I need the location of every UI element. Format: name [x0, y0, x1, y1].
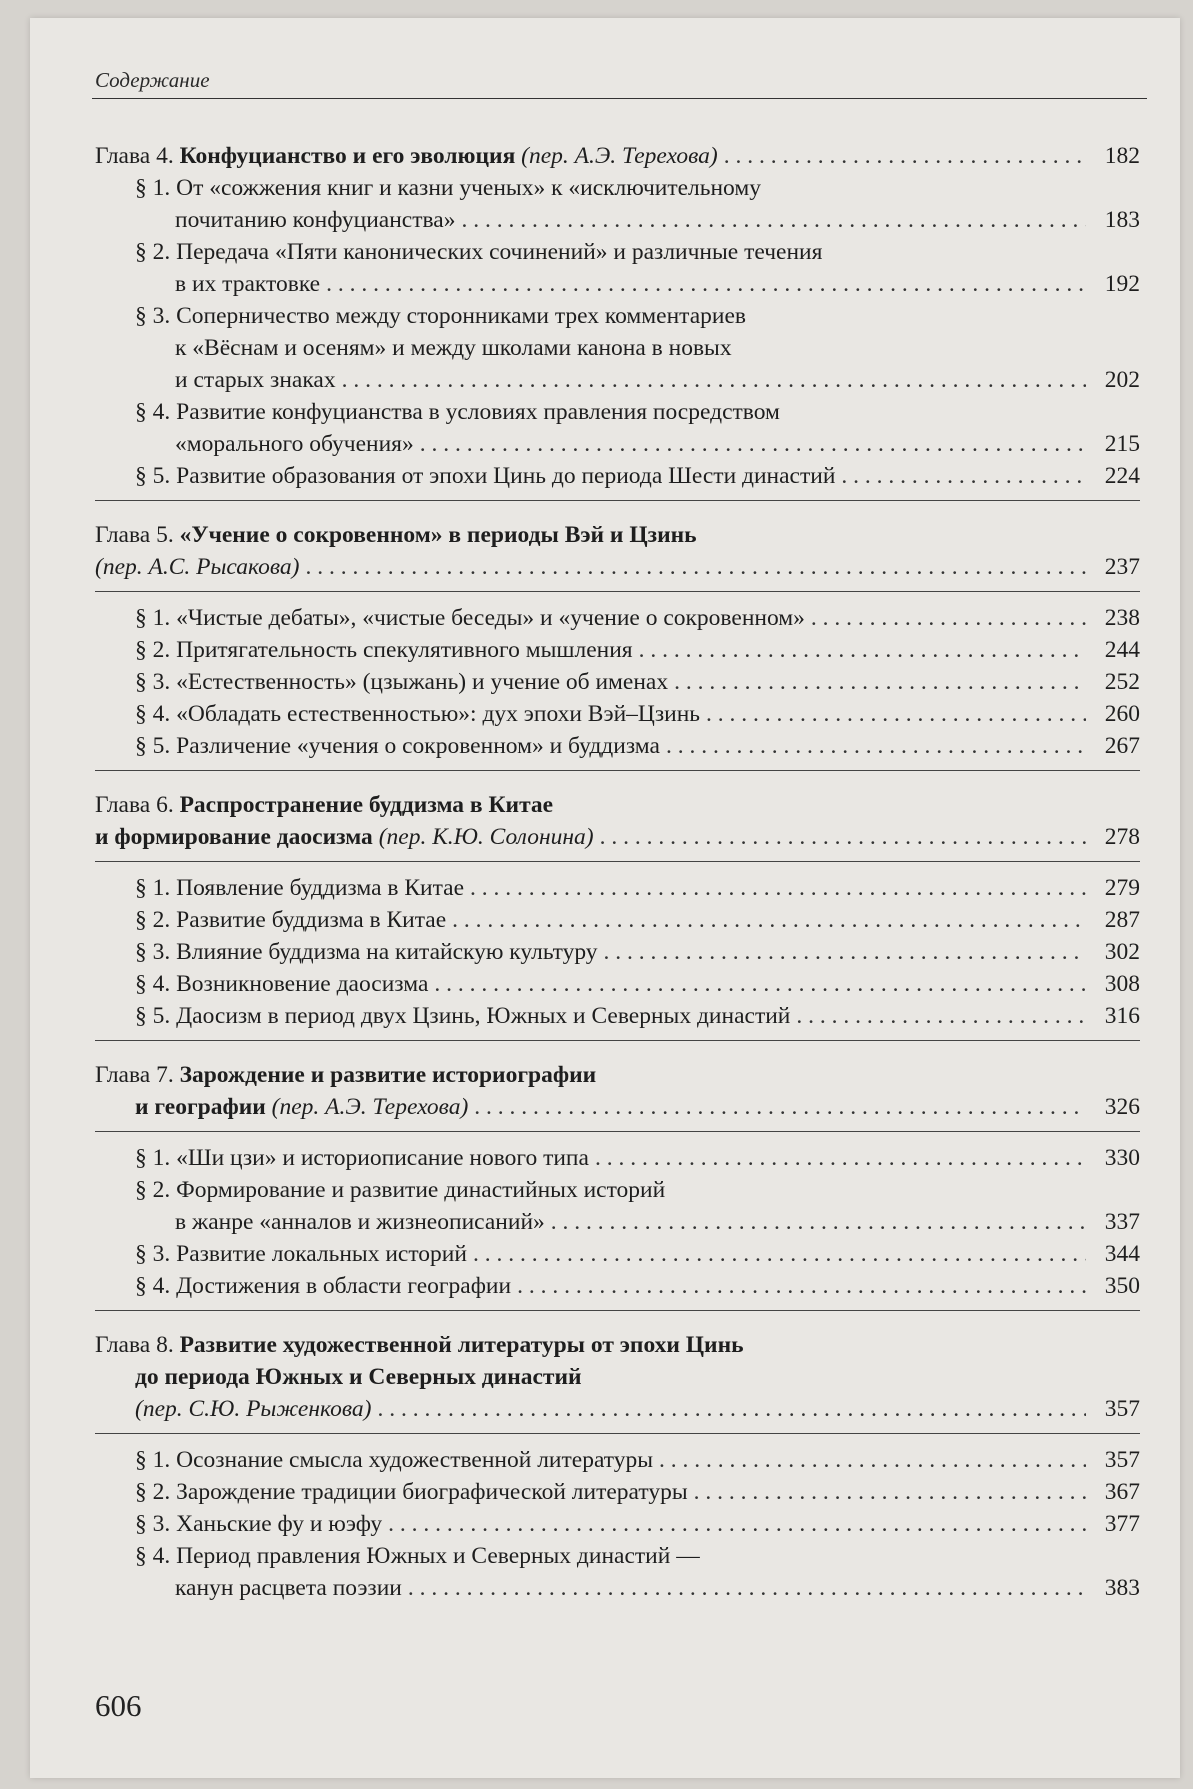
chapter-6-heading[interactable] [95, 789, 1140, 821]
chapter-title: Зарождение и развитие историографии [179, 1062, 597, 1088]
section-line: § 2. Притягательность спекулятивного мышления [135, 637, 633, 663]
page-ref: 316 [1104, 1003, 1140, 1029]
chapter-title: Развитие художественной литературы от эпохи Цинь [179, 1332, 744, 1358]
page-ref: 287 [1104, 907, 1140, 933]
chapter-6-title-entry[interactable] [95, 821, 1140, 853]
section-line: § 4. Период правления Южных и Северных династий — [135, 1543, 700, 1569]
page-ref: 279 [1104, 875, 1140, 901]
chapter-5-translator-entry[interactable] [95, 551, 1140, 583]
page-ref: 350 [1104, 1273, 1140, 1299]
section-line: § 3. Соперничество между сторонниками трех комментариев [135, 303, 747, 329]
page-ref: 215 [1104, 431, 1140, 457]
leader-dots [305, 551, 1086, 583]
section-line: § 1. «Чистые дебаты», «чистые беседы» и «учение о сокровенном» [135, 605, 805, 631]
chapter-prefix: Глава 8. [95, 1332, 174, 1358]
section-line: § 3. Ханьские фу и юэфу [135, 1511, 383, 1537]
section-3-entry[interactable] [135, 936, 1140, 968]
leader-dots [461, 204, 1086, 236]
section-line: § 2. Формирование и развитие династийных историй [135, 1177, 666, 1203]
page-ref: 302 [1104, 939, 1140, 965]
leader-dots [595, 1142, 1086, 1174]
page-ref: 367 [1104, 1479, 1140, 1505]
section-1-entry[interactable] [135, 602, 1140, 634]
page-ref: 182 [1104, 143, 1140, 169]
leader-dots [517, 1270, 1086, 1302]
chapter-prefix: Глава 5. [95, 522, 174, 548]
header-rule [92, 98, 1147, 99]
leader-dots [342, 364, 1086, 396]
section-2-entry[interactable] [135, 904, 1140, 936]
page-ref: 244 [1104, 637, 1140, 663]
leader-dots [639, 634, 1086, 666]
page-ref: 330 [1104, 1145, 1140, 1171]
leader-dots [604, 936, 1086, 968]
section-line: § 3. Влияние буддизма на китайскую культуру [135, 939, 598, 965]
section-4-entry[interactable] [135, 698, 1140, 730]
chapter-title: и географии [135, 1094, 266, 1120]
page-ref: 377 [1104, 1511, 1140, 1537]
leader-dots [666, 730, 1086, 762]
section-line: § 4. «Обладать естественностью»: дух эпохи Вэй–Цзинь [135, 701, 701, 727]
page-ref: 252 [1104, 669, 1140, 695]
page-ref: 383 [1104, 1575, 1140, 1601]
section-3-entry[interactable] [135, 1508, 1140, 1540]
section-2-entry[interactable] [175, 1206, 1140, 1238]
chapter-title: Распространение буддизма в Китае [179, 792, 554, 818]
section-line: § 5. Различение «учения о сокровенном» и буддизма [135, 733, 660, 759]
chapter-divider [95, 500, 1140, 501]
section-line: к «Вёснам и осеням» и между школами канона в новых [175, 335, 732, 361]
section-line: § 5. Развитие образования от эпохи Цинь до периода Шести династий [135, 463, 836, 489]
section-4-entry[interactable] [175, 1572, 1140, 1604]
leader-dots [470, 872, 1086, 904]
section-1-entry[interactable] [135, 872, 1140, 904]
chapter-6 [95, 789, 1140, 1041]
section-1-entry[interactable] [135, 1142, 1140, 1174]
section-line: § 3. «Естественность» (цзыжань) и учение об именах [135, 669, 669, 695]
section-line: § 2. Развитие буддизма в Китае [135, 907, 447, 933]
leader-dots [434, 968, 1086, 1000]
page-number: 606 [95, 1688, 142, 1723]
chapter-5-heading[interactable] [95, 519, 1140, 551]
page-ref: 267 [1104, 733, 1140, 759]
chapter-divider [95, 591, 1140, 592]
page-ref: 238 [1104, 605, 1140, 631]
chapter-divider [95, 1131, 1140, 1132]
section-line: § 5. Даосизм в период двух Цзинь, Южных и Северных династий [135, 1003, 791, 1029]
section-5-entry[interactable] [135, 730, 1140, 762]
chapter-8-heading[interactable] [95, 1329, 1140, 1361]
leader-dots [841, 460, 1086, 492]
chapter-translator: (пер. А.Э. Терехова) [521, 143, 718, 169]
leader-dots [600, 821, 1086, 853]
chapter-8-title-line-2 [135, 1361, 1140, 1393]
chapter-title: до периода Южных и Северных династий [135, 1364, 582, 1390]
section-3-entry[interactable] [135, 1238, 1140, 1270]
page-ref: 337 [1104, 1209, 1140, 1235]
page-ref: 237 [1104, 554, 1140, 580]
chapter-4 [95, 140, 1140, 501]
leader-dots [388, 1508, 1086, 1540]
leader-dots [377, 1393, 1086, 1425]
chapter-prefix: Глава 7. [95, 1062, 174, 1088]
section-line: в жанре «анналов и жизнеописаний» [175, 1209, 545, 1235]
section-4-entry[interactable] [175, 428, 1140, 460]
page-ref: 202 [1104, 367, 1140, 393]
section-line: § 1. «Ши цзи» и историописание нового типа [135, 1145, 589, 1171]
leader-dots [706, 698, 1086, 730]
chapter-title: «Учение о сокровенном» в периоды Вэй и Цзинь [179, 522, 697, 548]
section-line: § 1. Появление буддизма в Китае [135, 875, 465, 901]
chapter-title: Конфуцианство и его эволюция [179, 143, 516, 169]
chapter-divider [95, 1040, 1140, 1041]
section-3-entry[interactable] [175, 364, 1140, 396]
page-ref: 224 [1104, 463, 1140, 489]
page-ref: 278 [1104, 824, 1140, 850]
leader-dots [796, 1000, 1086, 1032]
chapter-divider [95, 1310, 1140, 1311]
section-line: § 2. Зарождение традиции биографической литературы [135, 1479, 688, 1505]
chapter-8 [95, 1329, 1140, 1604]
chapter-8-translator-entry[interactable] [135, 1393, 1140, 1425]
section-4-entry[interactable] [135, 1270, 1140, 1302]
leader-dots [420, 428, 1086, 460]
chapter-divider [95, 770, 1140, 771]
leader-dots [694, 1476, 1086, 1508]
section-line: в их трактовке [175, 271, 321, 297]
section-1-entry[interactable] [175, 204, 1140, 236]
section-1-entry[interactable] [135, 1444, 1140, 1476]
chapter-translator: (пер. С.Ю. Рыженкова) [135, 1396, 372, 1422]
leader-dots [408, 1572, 1086, 1604]
chapter-7-title-entry[interactable] [135, 1091, 1140, 1123]
section-2-entry[interactable] [135, 1476, 1140, 1508]
chapter-4-heading[interactable] [95, 140, 1140, 172]
section-2-entry[interactable] [135, 634, 1140, 666]
page-ref: 260 [1104, 701, 1140, 727]
leader-dots [473, 1238, 1086, 1270]
leader-dots [452, 904, 1086, 936]
table-of-contents [95, 140, 1140, 1622]
section-line: § 3. Развитие локальных историй [135, 1241, 467, 1267]
leader-dots [811, 602, 1086, 634]
section-line: и старых знаках [175, 367, 336, 393]
chapter-title: и формирование даосизма [95, 824, 373, 850]
section-line: § 4. Достижения в области географии [135, 1273, 512, 1299]
page-ref: 192 [1104, 271, 1140, 297]
section-2-entry[interactable] [175, 268, 1140, 300]
leader-dots [674, 666, 1086, 698]
chapter-divider [95, 1433, 1140, 1434]
leader-dots [326, 268, 1086, 300]
page-ref: 308 [1104, 971, 1140, 997]
chapter-5 [95, 519, 1140, 771]
leader-dots [551, 1206, 1086, 1238]
page-ref: 357 [1104, 1447, 1140, 1473]
section-3-entry[interactable] [135, 666, 1140, 698]
section-line: § 1. От «сожжения книг и казни ученых» к «исключительному [135, 175, 761, 201]
section-line: § 4. Развитие конфуцианства в условиях правления посредством [135, 399, 780, 425]
leader-dots [474, 1091, 1086, 1123]
section-line: § 4. Возникновение даосизма [135, 971, 429, 997]
page-ref: 326 [1104, 1094, 1140, 1120]
section-5-entry[interactable] [135, 1000, 1140, 1032]
page-ref: 357 [1104, 1396, 1140, 1422]
leader-dots [724, 140, 1086, 172]
chapter-7 [95, 1059, 1140, 1311]
section-line: канун расцвета поэзии [175, 1575, 402, 1601]
chapter-translator: (пер. К.Ю. Солонина) [378, 824, 594, 850]
chapter-7-heading[interactable] [95, 1059, 1140, 1091]
chapter-translator: (пер. А.С. Рысакова) [95, 554, 300, 580]
page-ref: 344 [1104, 1241, 1140, 1267]
chapter-prefix: Глава 4. [95, 143, 174, 169]
section-line: § 2. Передача «Пяти канонических сочинений» и различные течения [135, 239, 823, 265]
section-5-entry[interactable] [135, 460, 1140, 492]
running-head: Содержание [95, 68, 210, 92]
page-ref: 183 [1104, 207, 1140, 233]
chapter-divider [95, 861, 1140, 862]
leader-dots [659, 1444, 1086, 1476]
chapter-prefix: Глава 6. [95, 792, 174, 818]
section-4-entry[interactable] [135, 968, 1140, 1000]
section-line: § 1. Осознание смысла художественной литературы [135, 1447, 654, 1473]
chapter-translator: (пер. А.Э. Терехова) [271, 1094, 469, 1120]
section-line: почитанию конфуцианства» [175, 207, 456, 233]
section-line: «морального обучения» [175, 431, 414, 457]
